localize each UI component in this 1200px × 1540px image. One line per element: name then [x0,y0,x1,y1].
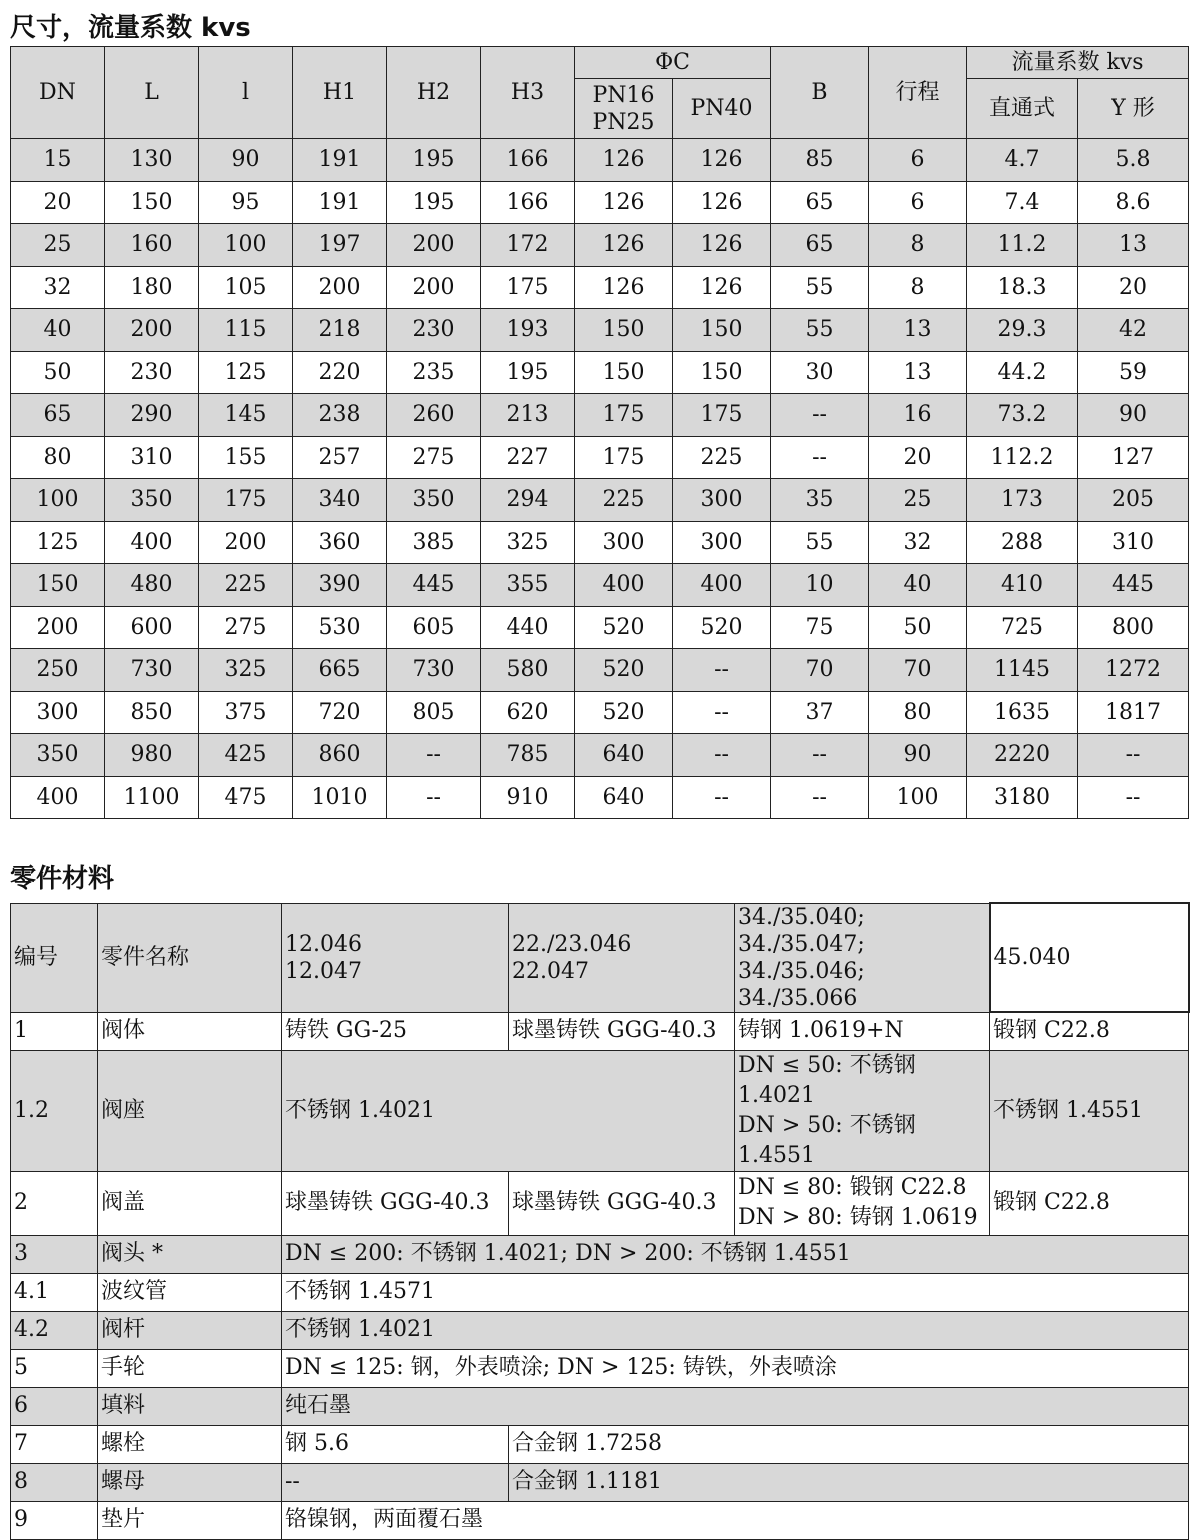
cell-dn: 32 [11,266,105,309]
cell-h3: 172 [481,224,575,267]
cell-pn1625: 520 [575,691,673,734]
part-name: 阀头 * [98,1235,282,1273]
cell-pn1625: 126 [575,266,673,309]
part-name: 填料 [98,1387,282,1425]
parts-header-row [11,903,1189,1012]
cell-stroke: 50 [869,606,967,649]
part-material: DN ≤ 200: 不锈钢 1.4021; DN > 200: 不锈钢 1.4551 [282,1235,1189,1273]
parts-row [11,1349,1189,1387]
header-kvs: 流量系数 kvs [967,47,1189,79]
cell-dn: 150 [11,564,105,607]
cell-pn1625: 400 [575,564,673,607]
cell-L: 730 [105,649,199,692]
cell-straight: 44.2 [967,351,1078,394]
cell-L: 400 [105,521,199,564]
cell-straight: 1145 [967,649,1078,692]
parts-row [11,1235,1189,1273]
cell-pn40: 225 [673,436,771,479]
cell-h2: 195 [387,139,481,182]
cell-straight: 725 [967,606,1078,649]
cell-dn: 80 [11,436,105,479]
cell-pn40: 300 [673,479,771,522]
part-number: 2 [11,1171,98,1235]
cell-pn40: -- [673,691,771,734]
part-material-col1: 球墨铸铁 GGG-40.3 [282,1171,509,1235]
cell-h1: 340 [293,479,387,522]
cell-h3: 175 [481,266,575,309]
cell-h2: 805 [387,691,481,734]
cell-yshape: 205 [1078,479,1189,522]
cell-pn40: 520 [673,606,771,649]
dimensions-section-title: 尺寸，流量系数 kvs [10,13,251,43]
cell-dn: 65 [11,394,105,437]
cell-h1: 390 [293,564,387,607]
cell-pn1625: 150 [575,309,673,352]
cell-dn: 50 [11,351,105,394]
cell-stroke: 32 [869,521,967,564]
cell-h2: 230 [387,309,481,352]
cell-yshape: 13 [1078,224,1189,267]
cell-pn1625: 175 [575,394,673,437]
cell-b: 70 [771,649,869,692]
part-material: 不锈钢 1.4021 [282,1311,1189,1349]
cell-L: 480 [105,564,199,607]
cell-pn40: 126 [673,224,771,267]
header-h1: H1 [293,47,387,139]
cell-h2: 445 [387,564,481,607]
cell-h2: 350 [387,479,481,522]
cell-h1: 191 [293,139,387,182]
cell-straight: 173 [967,479,1078,522]
table-row [11,649,1189,692]
cell-h1: 191 [293,181,387,224]
cell-pn1625: 225 [575,479,673,522]
cell-h1: 220 [293,351,387,394]
cell-h3: 325 [481,521,575,564]
cell-h2: 235 [387,351,481,394]
cell-l: 325 [199,649,293,692]
part-material: 铬镍钢，两面覆石墨 [282,1501,1189,1539]
cell-straight: 7.4 [967,181,1078,224]
cell-straight: 73.2 [967,394,1078,437]
header-h3: H3 [481,47,575,139]
table-row [11,351,1189,394]
cell-yshape: 127 [1078,436,1189,479]
cell-L: 150 [105,181,199,224]
cell-L: 850 [105,691,199,734]
cell-stroke: 20 [869,436,967,479]
cell-stroke: 40 [869,564,967,607]
part-number: 9 [11,1501,98,1539]
part-material-col1-2: 不锈钢 1.4021 [282,1050,735,1171]
cell-yshape: 90 [1078,394,1189,437]
cell-straight: 4.7 [967,139,1078,182]
part-number: 5 [11,1349,98,1387]
cell-straight: 288 [967,521,1078,564]
part-material-col2-4: 合金钢 1.1181 [509,1463,1189,1501]
header-l: l [199,47,293,139]
cell-stroke: 25 [869,479,967,522]
part-number: 4.2 [11,1311,98,1349]
cell-h2: 275 [387,436,481,479]
cell-pn1625: 520 [575,649,673,692]
cell-h1: 360 [293,521,387,564]
cell-yshape: 42 [1078,309,1189,352]
parts-header-col4: 45.040 [990,903,1189,1012]
table-row [11,266,1189,309]
cell-h3: 227 [481,436,575,479]
part-number: 8 [11,1463,98,1501]
cell-pn40: 175 [673,394,771,437]
part-number: 6 [11,1387,98,1425]
cell-b: -- [771,734,869,777]
parts-materials-table [10,902,1190,1540]
cell-dn: 15 [11,139,105,182]
cell-l: 200 [199,521,293,564]
part-material: 不锈钢 1.4571 [282,1273,1189,1311]
cell-h1: 720 [293,691,387,734]
cell-b: 55 [771,309,869,352]
header-yshape: Y 形 [1078,79,1189,139]
cell-L: 310 [105,436,199,479]
header-L: L [105,47,199,139]
cell-h2: 730 [387,649,481,692]
cell-h1: 665 [293,649,387,692]
cell-pn40: 400 [673,564,771,607]
parts-row [11,1387,1189,1425]
cell-b: 30 [771,351,869,394]
cell-b: 35 [771,479,869,522]
cell-l: 225 [199,564,293,607]
parts-header-col2: 22./23.046 22.047 [509,903,735,1012]
cell-straight: 1635 [967,691,1078,734]
cell-h3: 355 [481,564,575,607]
cell-stroke: 13 [869,351,967,394]
cell-yshape: 310 [1078,521,1189,564]
cell-dn: 100 [11,479,105,522]
part-material-col4: 不锈钢 1.4551 [990,1050,1189,1171]
parts-row [11,1050,1189,1171]
part-number: 3 [11,1235,98,1273]
cell-l: 115 [199,309,293,352]
table-row [11,139,1189,182]
cell-pn40: 126 [673,139,771,182]
table-row [11,436,1189,479]
cell-pn40: -- [673,776,771,819]
cell-yshape: 1817 [1078,691,1189,734]
cell-h2: -- [387,776,481,819]
cell-h1: 200 [293,266,387,309]
cell-dn: 300 [11,691,105,734]
cell-pn1625: 300 [575,521,673,564]
cell-l: 145 [199,394,293,437]
cell-h2: -- [387,734,481,777]
parts-table-body [11,1012,1189,1539]
part-number: 1 [11,1012,98,1050]
table-row [11,606,1189,649]
cell-b: 65 [771,224,869,267]
part-number: 1.2 [11,1050,98,1171]
cell-yshape: -- [1078,734,1189,777]
cell-stroke: 80 [869,691,967,734]
cell-pn1625: 126 [575,139,673,182]
cell-straight: 18.3 [967,266,1078,309]
cell-b: 85 [771,139,869,182]
parts-header-col1: 12.046 12.047 [282,903,509,1012]
header-phic: ΦC [575,47,771,79]
parts-row [11,1501,1189,1539]
cell-stroke: 6 [869,181,967,224]
cell-straight: 11.2 [967,224,1078,267]
part-material-col3: DN ≤ 80: 锻钢 C22.8 DN > 80: 铸钢 1.0619 [735,1171,990,1235]
table-row [11,479,1189,522]
table-row [11,224,1189,267]
parts-header-name: 零件名称 [98,903,282,1012]
cell-pn1625: 126 [575,224,673,267]
cell-b: 75 [771,606,869,649]
cell-yshape: 8.6 [1078,181,1189,224]
header-pn40: PN40 [673,79,771,139]
cell-h3: 440 [481,606,575,649]
cell-yshape: 5.8 [1078,139,1189,182]
cell-l: 375 [199,691,293,734]
cell-h1: 1010 [293,776,387,819]
part-material-col2: 球墨铸铁 GGG-40.3 [509,1171,735,1235]
part-name: 阀体 [98,1012,282,1050]
cell-pn40: -- [673,734,771,777]
cell-h3: 166 [481,139,575,182]
parts-row [11,1463,1189,1501]
cell-l: 125 [199,351,293,394]
cell-yshape: 445 [1078,564,1189,607]
cell-h3: 620 [481,691,575,734]
cell-h3: 193 [481,309,575,352]
part-name: 阀盖 [98,1171,282,1235]
cell-yshape: -- [1078,776,1189,819]
part-material: DN ≤ 125: 钢，外表喷涂; DN > 125: 铸铁，外表喷涂 [282,1349,1189,1387]
cell-l: 425 [199,734,293,777]
cell-L: 980 [105,734,199,777]
table-row [11,776,1189,819]
cell-h1: 530 [293,606,387,649]
part-name: 垫片 [98,1501,282,1539]
cell-stroke: 16 [869,394,967,437]
cell-pn40: -- [673,649,771,692]
part-number: 4.1 [11,1273,98,1311]
cell-L: 160 [105,224,199,267]
cell-dn: 250 [11,649,105,692]
part-material-col3: 铸钢 1.0619+N [735,1012,990,1050]
cell-l: 100 [199,224,293,267]
part-material-col1: -- [282,1463,509,1501]
part-material-col2: 球墨铸铁 GGG-40.3 [509,1012,735,1050]
dimensions-table [10,46,1189,819]
cell-pn1625: 520 [575,606,673,649]
cell-straight: 410 [967,564,1078,607]
part-number: 7 [11,1425,98,1463]
part-name: 手轮 [98,1349,282,1387]
cell-pn40: 126 [673,181,771,224]
cell-h2: 605 [387,606,481,649]
table-row [11,691,1189,734]
cell-stroke: 8 [869,224,967,267]
cell-b: -- [771,436,869,479]
table-row [11,394,1189,437]
cell-pn40: 150 [673,309,771,352]
part-material-col1: 钢 5.6 [282,1425,509,1463]
cell-h3: 910 [481,776,575,819]
part-material-col2-4: 合金钢 1.7258 [509,1425,1189,1463]
header-pn16-pn25: PN16 PN25 [575,79,673,139]
table-row [11,309,1189,352]
cell-dn: 125 [11,521,105,564]
cell-dn: 40 [11,309,105,352]
cell-b: 37 [771,691,869,734]
cell-L: 230 [105,351,199,394]
parts-row [11,1171,1189,1235]
cell-pn1625: 126 [575,181,673,224]
cell-stroke: 6 [869,139,967,182]
cell-h3: 213 [481,394,575,437]
cell-h2: 385 [387,521,481,564]
cell-pn1625: 640 [575,734,673,777]
cell-b: 55 [771,266,869,309]
cell-b: -- [771,776,869,819]
table-row [11,181,1189,224]
cell-stroke: 8 [869,266,967,309]
cell-stroke: 90 [869,734,967,777]
parts-row [11,1425,1189,1463]
part-name: 阀杆 [98,1311,282,1349]
cell-h2: 200 [387,266,481,309]
header-straight: 直通式 [967,79,1078,139]
cell-h2: 260 [387,394,481,437]
cell-l: 90 [199,139,293,182]
cell-dn: 400 [11,776,105,819]
cell-l: 175 [199,479,293,522]
parts-header-col3: 34./35.040; 34./35.047; 34./35.046; 34./35.066 [735,903,990,1012]
parts-row [11,1273,1189,1311]
cell-straight: 2220 [967,734,1078,777]
part-name: 螺栓 [98,1425,282,1463]
cell-L: 350 [105,479,199,522]
part-name: 波纹管 [98,1273,282,1311]
cell-stroke: 13 [869,309,967,352]
cell-h3: 785 [481,734,575,777]
cell-h3: 166 [481,181,575,224]
part-material: 纯石墨 [282,1387,1189,1425]
cell-h1: 197 [293,224,387,267]
cell-pn40: 126 [673,266,771,309]
dimensions-table-body [11,139,1189,819]
cell-l: 275 [199,606,293,649]
part-name: 螺母 [98,1463,282,1501]
cell-straight: 3180 [967,776,1078,819]
cell-h3: 580 [481,649,575,692]
cell-h1: 860 [293,734,387,777]
cell-h2: 195 [387,181,481,224]
cell-h1: 238 [293,394,387,437]
cell-h1: 257 [293,436,387,479]
cell-straight: 112.2 [967,436,1078,479]
cell-L: 1100 [105,776,199,819]
cell-dn: 200 [11,606,105,649]
cell-dn: 25 [11,224,105,267]
cell-dn: 20 [11,181,105,224]
cell-b: -- [771,394,869,437]
cell-L: 600 [105,606,199,649]
cell-l: 155 [199,436,293,479]
cell-L: 290 [105,394,199,437]
header-dn: DN [11,47,105,139]
cell-yshape: 1272 [1078,649,1189,692]
cell-pn1625: 150 [575,351,673,394]
part-material-col1: 铸铁 GG-25 [282,1012,509,1050]
cell-h2: 200 [387,224,481,267]
cell-L: 130 [105,139,199,182]
cell-yshape: 800 [1078,606,1189,649]
cell-pn40: 150 [673,351,771,394]
header-h2: H2 [387,47,481,139]
cell-pn1625: 640 [575,776,673,819]
cell-b: 10 [771,564,869,607]
cell-straight: 29.3 [967,309,1078,352]
part-name: 阀座 [98,1050,282,1171]
cell-pn40: 300 [673,521,771,564]
parts-row [11,1012,1189,1050]
cell-yshape: 59 [1078,351,1189,394]
cell-l: 95 [199,181,293,224]
cell-b: 55 [771,521,869,564]
table-row [11,734,1189,777]
cell-l: 105 [199,266,293,309]
cell-pn1625: 175 [575,436,673,479]
cell-L: 180 [105,266,199,309]
parts-row [11,1311,1189,1349]
cell-h3: 294 [481,479,575,522]
parts-header-no: 编号 [11,903,98,1012]
cell-l: 475 [199,776,293,819]
cell-stroke: 100 [869,776,967,819]
parts-section-title: 零件材料 [10,864,115,894]
part-material-col4: 锻钢 C22.8 [990,1012,1189,1050]
table-row [11,564,1189,607]
header-b: B [771,47,869,139]
cell-L: 200 [105,309,199,352]
cell-yshape: 20 [1078,266,1189,309]
header-stroke: 行程 [869,47,967,139]
part-material-col4: 锻钢 C22.8 [990,1171,1189,1235]
cell-b: 65 [771,181,869,224]
cell-dn: 350 [11,734,105,777]
cell-h3: 195 [481,351,575,394]
cell-h1: 218 [293,309,387,352]
cell-stroke: 70 [869,649,967,692]
table-row [11,521,1189,564]
part-material-col3: DN ≤ 50: 不锈钢 1.4021 DN > 50: 不锈钢 1.4551 [735,1050,990,1171]
